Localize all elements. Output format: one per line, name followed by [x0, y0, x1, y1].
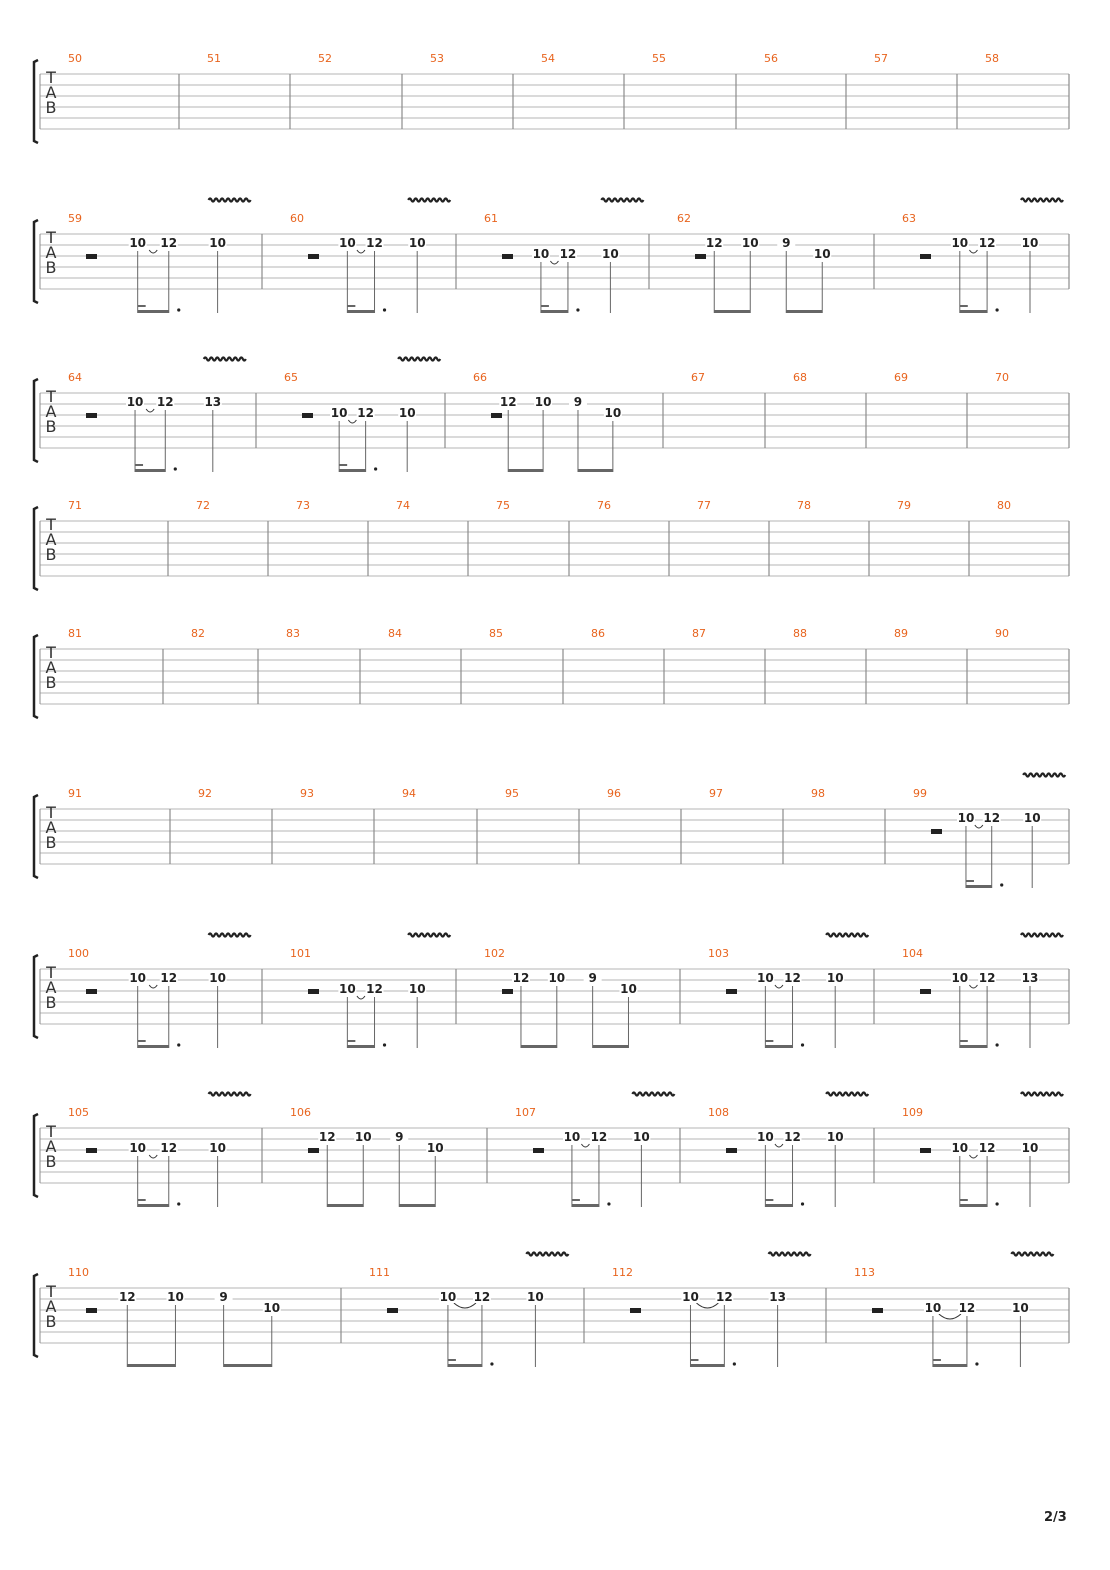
note-beam — [448, 1364, 482, 1367]
bar-number: 88 — [793, 627, 807, 640]
fret-number: 10 — [602, 247, 619, 261]
bar-number: 90 — [995, 627, 1009, 640]
dot — [733, 1362, 736, 1365]
slide-mark — [146, 409, 154, 412]
slide-mark — [149, 985, 157, 988]
bar-number: 58 — [985, 52, 999, 65]
tab-clef-letter: T — [46, 1122, 56, 1141]
vibrato-mark — [1011, 1253, 1053, 1256]
bar-number: 51 — [207, 52, 221, 65]
bar-number: 84 — [388, 627, 402, 640]
dot — [174, 467, 177, 470]
tab-clef-letter: T — [46, 515, 56, 534]
fret-number: 12 — [156, 395, 174, 409]
vibrato-mark — [398, 358, 440, 361]
dot — [383, 1043, 386, 1046]
partial-beam — [960, 305, 968, 307]
dot — [177, 308, 180, 311]
fret-number: 10 — [563, 1130, 581, 1144]
fret-number: 10 — [813, 247, 831, 261]
partial-beam — [960, 1040, 968, 1042]
fret-number: 12 — [160, 236, 178, 250]
bar-number: 85 — [489, 627, 503, 640]
bar-number: 96 — [607, 787, 621, 800]
fret-number: 10 — [408, 982, 426, 996]
fret-number: 10 — [532, 247, 550, 261]
bar-number: 79 — [897, 499, 911, 512]
tab-clef-letter: A — [45, 83, 57, 102]
slide-mark — [149, 250, 157, 253]
dot — [374, 467, 377, 470]
note-beam — [347, 310, 374, 313]
dot — [177, 1202, 180, 1205]
bar-number: 111 — [369, 1266, 390, 1279]
note-beam — [572, 1204, 599, 1207]
fret-number: 12 — [784, 971, 801, 985]
bar-number: 92 — [198, 787, 212, 800]
bar-number: 98 — [811, 787, 825, 800]
fret-number: 10 — [408, 236, 426, 250]
note-beam — [765, 1045, 792, 1048]
dot — [383, 308, 386, 311]
bar-number: 77 — [697, 499, 711, 512]
rest-symbol — [86, 254, 97, 259]
fret-number: 10 — [1021, 236, 1039, 250]
bar-number: 61 — [484, 212, 498, 225]
system-bracket — [34, 507, 38, 590]
fret-number: 13 — [1021, 971, 1039, 985]
bar-number: 103 — [708, 947, 729, 960]
bar-number: 100 — [68, 947, 89, 960]
note-beam — [786, 310, 822, 313]
bar-number: 78 — [797, 499, 811, 512]
fret-number: 10 — [604, 406, 622, 420]
fret-number: 12 — [590, 1130, 608, 1144]
fret-number: 12 — [512, 971, 530, 985]
slide-mark — [969, 250, 977, 253]
rest-symbol — [308, 989, 319, 994]
fret-number: 10 — [951, 236, 969, 250]
bar-number: 52 — [318, 52, 332, 65]
fret-number: 12 — [499, 395, 517, 409]
fret-number: 10 — [129, 236, 147, 250]
partial-beam — [138, 1199, 146, 1201]
vibrato-mark — [209, 934, 251, 937]
bar-number: 105 — [68, 1106, 89, 1119]
fret-number: 12 — [160, 971, 178, 985]
fret-number: 10 — [527, 1290, 544, 1304]
note-beam — [127, 1364, 175, 1367]
system-bracket — [34, 1274, 38, 1357]
note-beam — [960, 1204, 987, 1207]
vibrato-mark — [408, 199, 450, 202]
note-beam — [593, 1045, 629, 1048]
fret-number: 10 — [426, 1141, 444, 1155]
rest-symbol — [630, 1308, 641, 1313]
fret-number: 10 — [439, 1290, 457, 1304]
tab-clef-letter: A — [45, 1297, 57, 1316]
system-bracket — [34, 60, 38, 143]
bar-number: 54 — [541, 52, 555, 65]
bar-number: 69 — [894, 371, 908, 384]
fret-number: 10 — [957, 811, 975, 825]
fret-number: 12 — [366, 236, 383, 250]
vibrato-mark — [209, 1093, 251, 1096]
bar-number: 60 — [290, 212, 304, 225]
fret-number: 10 — [757, 971, 774, 985]
note-beam — [960, 1045, 987, 1048]
fret-number: 12 — [357, 406, 374, 420]
dot — [996, 1202, 999, 1205]
tab-clef-letter: A — [45, 243, 57, 262]
partial-beam — [138, 1040, 146, 1042]
dot — [996, 1043, 999, 1046]
bar-number: 81 — [68, 627, 82, 640]
bar-number: 71 — [68, 499, 82, 512]
tab-clef-letter: B — [45, 833, 57, 852]
slide-mark — [969, 1155, 977, 1158]
slide-mark — [775, 985, 783, 988]
fret-number: 12 — [983, 811, 1001, 825]
note-beam — [138, 310, 169, 313]
rest-symbol — [86, 989, 97, 994]
vibrato-mark — [826, 934, 868, 937]
fret-number: 12 — [559, 247, 577, 261]
rest-symbol — [931, 829, 942, 834]
bar-number: 67 — [691, 371, 705, 384]
partial-beam — [347, 1040, 355, 1042]
dot — [975, 1362, 978, 1365]
rest-symbol — [920, 254, 931, 259]
bar-number: 68 — [793, 371, 807, 384]
tab-clef-letter: A — [45, 402, 57, 421]
fret-number: 13 — [204, 395, 222, 409]
partial-beam — [541, 305, 549, 307]
fret-number: 10 — [209, 236, 226, 250]
tab-clef-letter: B — [45, 98, 57, 117]
dot — [490, 1362, 493, 1365]
fret-number: 10 — [339, 236, 356, 250]
partial-beam — [966, 880, 974, 882]
note-beam — [765, 1204, 792, 1207]
bar-number: 106 — [290, 1106, 311, 1119]
tab-clef-letter: A — [45, 658, 57, 677]
tab-clef-letter: T — [46, 643, 56, 662]
fret-number: 12 — [160, 1141, 178, 1155]
fret-number: 10 — [951, 971, 969, 985]
bar-number: 56 — [764, 52, 778, 65]
rest-symbol — [502, 254, 513, 259]
fret-number: 10 — [682, 1290, 699, 1304]
bar-number: 59 — [68, 212, 82, 225]
bar-number: 72 — [196, 499, 210, 512]
fret-number: 12 — [366, 982, 383, 996]
vibrato-mark — [632, 1093, 674, 1096]
fret-number: 12 — [784, 1130, 801, 1144]
partial-beam — [347, 305, 355, 307]
tab-clef-letter: T — [46, 228, 56, 247]
slide-mark — [969, 985, 977, 988]
system-bracket — [34, 1114, 38, 1197]
fret-number: 10 — [1021, 1141, 1039, 1155]
partial-beam — [690, 1359, 698, 1361]
partial-beam — [933, 1359, 941, 1361]
vibrato-mark — [1021, 1093, 1063, 1096]
note-beam — [138, 1045, 169, 1048]
dot — [177, 1043, 180, 1046]
rest-symbol — [920, 989, 931, 994]
note-beam — [714, 310, 750, 313]
fret-number: 10 — [354, 1130, 372, 1144]
fret-number: 13 — [769, 1290, 786, 1304]
note-beam — [690, 1364, 724, 1367]
fret-number: 10 — [951, 1141, 969, 1155]
tab-clef-letter: B — [45, 673, 57, 692]
partial-beam — [448, 1359, 456, 1361]
slide-mark — [357, 250, 365, 253]
fret-number: 10 — [330, 406, 348, 420]
vibrato-mark — [1021, 199, 1063, 202]
bar-number: 101 — [290, 947, 311, 960]
fret-number: 10 — [263, 1301, 281, 1315]
vibrato-mark — [826, 1093, 868, 1096]
bar-number: 91 — [68, 787, 82, 800]
rest-symbol — [502, 989, 513, 994]
bar-number: 66 — [473, 371, 487, 384]
bar-number: 113 — [854, 1266, 875, 1279]
note-beam — [224, 1364, 272, 1367]
bar-number: 95 — [505, 787, 519, 800]
bar-number: 75 — [496, 499, 510, 512]
fret-number: 10 — [534, 395, 552, 409]
system-bracket — [34, 635, 38, 718]
dot — [1000, 883, 1003, 886]
slide-mark — [357, 996, 365, 999]
fret-number: 10 — [1023, 811, 1041, 825]
system-bracket — [34, 795, 38, 878]
dot — [996, 308, 999, 311]
slide-mark — [775, 1144, 783, 1147]
partial-beam — [765, 1040, 773, 1042]
tab-clef-letter: A — [45, 978, 57, 997]
system-bracket — [34, 220, 38, 303]
fret-number: 10 — [826, 1130, 844, 1144]
tab-clef-letter: A — [45, 530, 57, 549]
fret-number: 12 — [978, 971, 996, 985]
bar-number: 76 — [597, 499, 611, 512]
slide-mark — [550, 261, 558, 264]
system-bracket — [34, 955, 38, 1038]
tab-clef-letter: B — [45, 545, 57, 564]
fret-number: 12 — [473, 1290, 491, 1304]
fret-number: 9 — [782, 236, 791, 250]
bar-number: 63 — [902, 212, 916, 225]
note-beam — [541, 310, 568, 313]
rest-symbol — [533, 1148, 544, 1153]
rest-symbol — [86, 1148, 97, 1153]
bar-number: 62 — [677, 212, 691, 225]
tab-clef-letter: T — [46, 803, 56, 822]
bar-number: 104 — [902, 947, 923, 960]
bar-number: 108 — [708, 1106, 729, 1119]
partial-beam — [960, 1199, 968, 1201]
tab-clef-letter: A — [45, 1137, 57, 1156]
fret-number: 10 — [126, 395, 144, 409]
vibrato-mark — [526, 1253, 568, 1256]
slide-mark — [581, 1144, 589, 1147]
fret-number: 10 — [167, 1290, 184, 1304]
partial-beam — [339, 464, 347, 466]
slide-mark — [149, 1155, 157, 1158]
bar-number: 55 — [652, 52, 666, 65]
partial-beam — [572, 1199, 580, 1201]
slide-mark — [348, 420, 356, 423]
dot — [607, 1202, 610, 1205]
tab-clef-letter: B — [45, 1152, 57, 1171]
fret-number: 12 — [958, 1301, 976, 1315]
bar-number: 70 — [995, 371, 1009, 384]
note-beam — [399, 1204, 435, 1207]
fret-number: 9 — [573, 395, 583, 409]
vibrato-mark — [1023, 774, 1065, 777]
system-bracket — [34, 379, 38, 462]
tab-clef-letter: T — [46, 963, 56, 982]
fret-number: 10 — [209, 971, 226, 985]
tab-clef-letter: T — [46, 387, 56, 406]
rest-symbol — [86, 413, 97, 418]
fret-number: 10 — [741, 236, 759, 250]
rest-symbol — [726, 1148, 737, 1153]
note-beam — [966, 885, 992, 888]
tab-clef-letter: T — [46, 68, 56, 87]
fret-number: 10 — [339, 982, 356, 996]
bar-number: 64 — [68, 371, 82, 384]
note-beam — [578, 469, 613, 472]
fret-number: 10 — [757, 1130, 774, 1144]
fret-number: 12 — [318, 1130, 336, 1144]
bar-number: 112 — [612, 1266, 633, 1279]
partial-beam — [135, 464, 143, 466]
bar-number: 107 — [515, 1106, 536, 1119]
note-beam — [508, 469, 543, 472]
dot — [801, 1202, 804, 1205]
rest-symbol — [726, 989, 737, 994]
vibrato-mark — [601, 199, 643, 202]
rest-symbol — [920, 1148, 931, 1153]
rest-symbol — [491, 413, 502, 418]
note-beam — [960, 310, 987, 313]
bar-number: 97 — [709, 787, 723, 800]
tab-clef-letter: B — [45, 258, 57, 277]
vibrato-mark — [769, 1253, 811, 1256]
bar-number: 86 — [591, 627, 605, 640]
fret-number: 10 — [826, 971, 844, 985]
tab-clef-letter: B — [45, 993, 57, 1012]
fret-number: 10 — [398, 406, 416, 420]
rest-symbol — [86, 1308, 97, 1313]
note-beam — [135, 469, 165, 472]
bar-number: 110 — [68, 1266, 89, 1279]
fret-number: 12 — [978, 1141, 996, 1155]
note-beam — [521, 1045, 557, 1048]
bar-number: 82 — [191, 627, 205, 640]
bar-number: 99 — [913, 787, 927, 800]
tab-clef-letter: A — [45, 818, 57, 837]
vibrato-mark — [209, 199, 251, 202]
rest-symbol — [387, 1308, 398, 1313]
fret-number: 12 — [716, 1290, 733, 1304]
bar-number: 74 — [396, 499, 410, 512]
fret-number: 10 — [620, 982, 637, 996]
note-beam — [933, 1364, 967, 1367]
rest-symbol — [302, 413, 313, 418]
rest-symbol — [308, 1148, 319, 1153]
note-beam — [138, 1204, 169, 1207]
bar-number: 109 — [902, 1106, 923, 1119]
fret-number: 10 — [633, 1130, 650, 1144]
bar-number: 94 — [402, 787, 416, 800]
fret-number: 10 — [129, 971, 147, 985]
tab-clef-letter: B — [45, 417, 57, 436]
fret-number: 10 — [548, 971, 566, 985]
dot — [801, 1043, 804, 1046]
vibrato-mark — [1021, 934, 1063, 937]
bar-number: 73 — [296, 499, 310, 512]
fret-number: 10 — [129, 1141, 147, 1155]
bar-number: 102 — [484, 947, 505, 960]
partial-beam — [765, 1199, 773, 1201]
fret-number: 9 — [395, 1130, 404, 1144]
partial-beam — [138, 305, 146, 307]
bar-number: 80 — [997, 499, 1011, 512]
bar-number: 89 — [894, 627, 908, 640]
fret-number: 12 — [978, 236, 996, 250]
slide-mark — [975, 825, 983, 828]
bar-number: 87 — [692, 627, 706, 640]
fret-number: 9 — [588, 971, 597, 985]
note-beam — [347, 1045, 374, 1048]
bar-number: 83 — [286, 627, 300, 640]
tab-clef-letter: B — [45, 1312, 57, 1331]
rest-symbol — [308, 254, 319, 259]
bar-number: 57 — [874, 52, 888, 65]
fret-number: 12 — [118, 1290, 136, 1304]
vibrato-mark — [204, 358, 246, 361]
vibrato-mark — [408, 934, 450, 937]
bar-number: 53 — [430, 52, 444, 65]
note-beam — [339, 469, 365, 472]
dot — [576, 308, 579, 311]
fret-number: 9 — [219, 1290, 228, 1304]
note-beam — [327, 1204, 363, 1207]
fret-number: 10 — [1012, 1301, 1029, 1315]
tab-clef-letter: T — [46, 1282, 56, 1301]
page-number: 2/3 — [1044, 1510, 1067, 1525]
fret-number: 10 — [209, 1141, 226, 1155]
rest-symbol — [872, 1308, 883, 1313]
rest-symbol — [695, 254, 706, 259]
bar-number: 93 — [300, 787, 314, 800]
bar-number: 65 — [284, 371, 298, 384]
fret-number: 10 — [924, 1301, 942, 1315]
fret-number: 12 — [705, 236, 723, 250]
bar-number: 50 — [68, 52, 82, 65]
